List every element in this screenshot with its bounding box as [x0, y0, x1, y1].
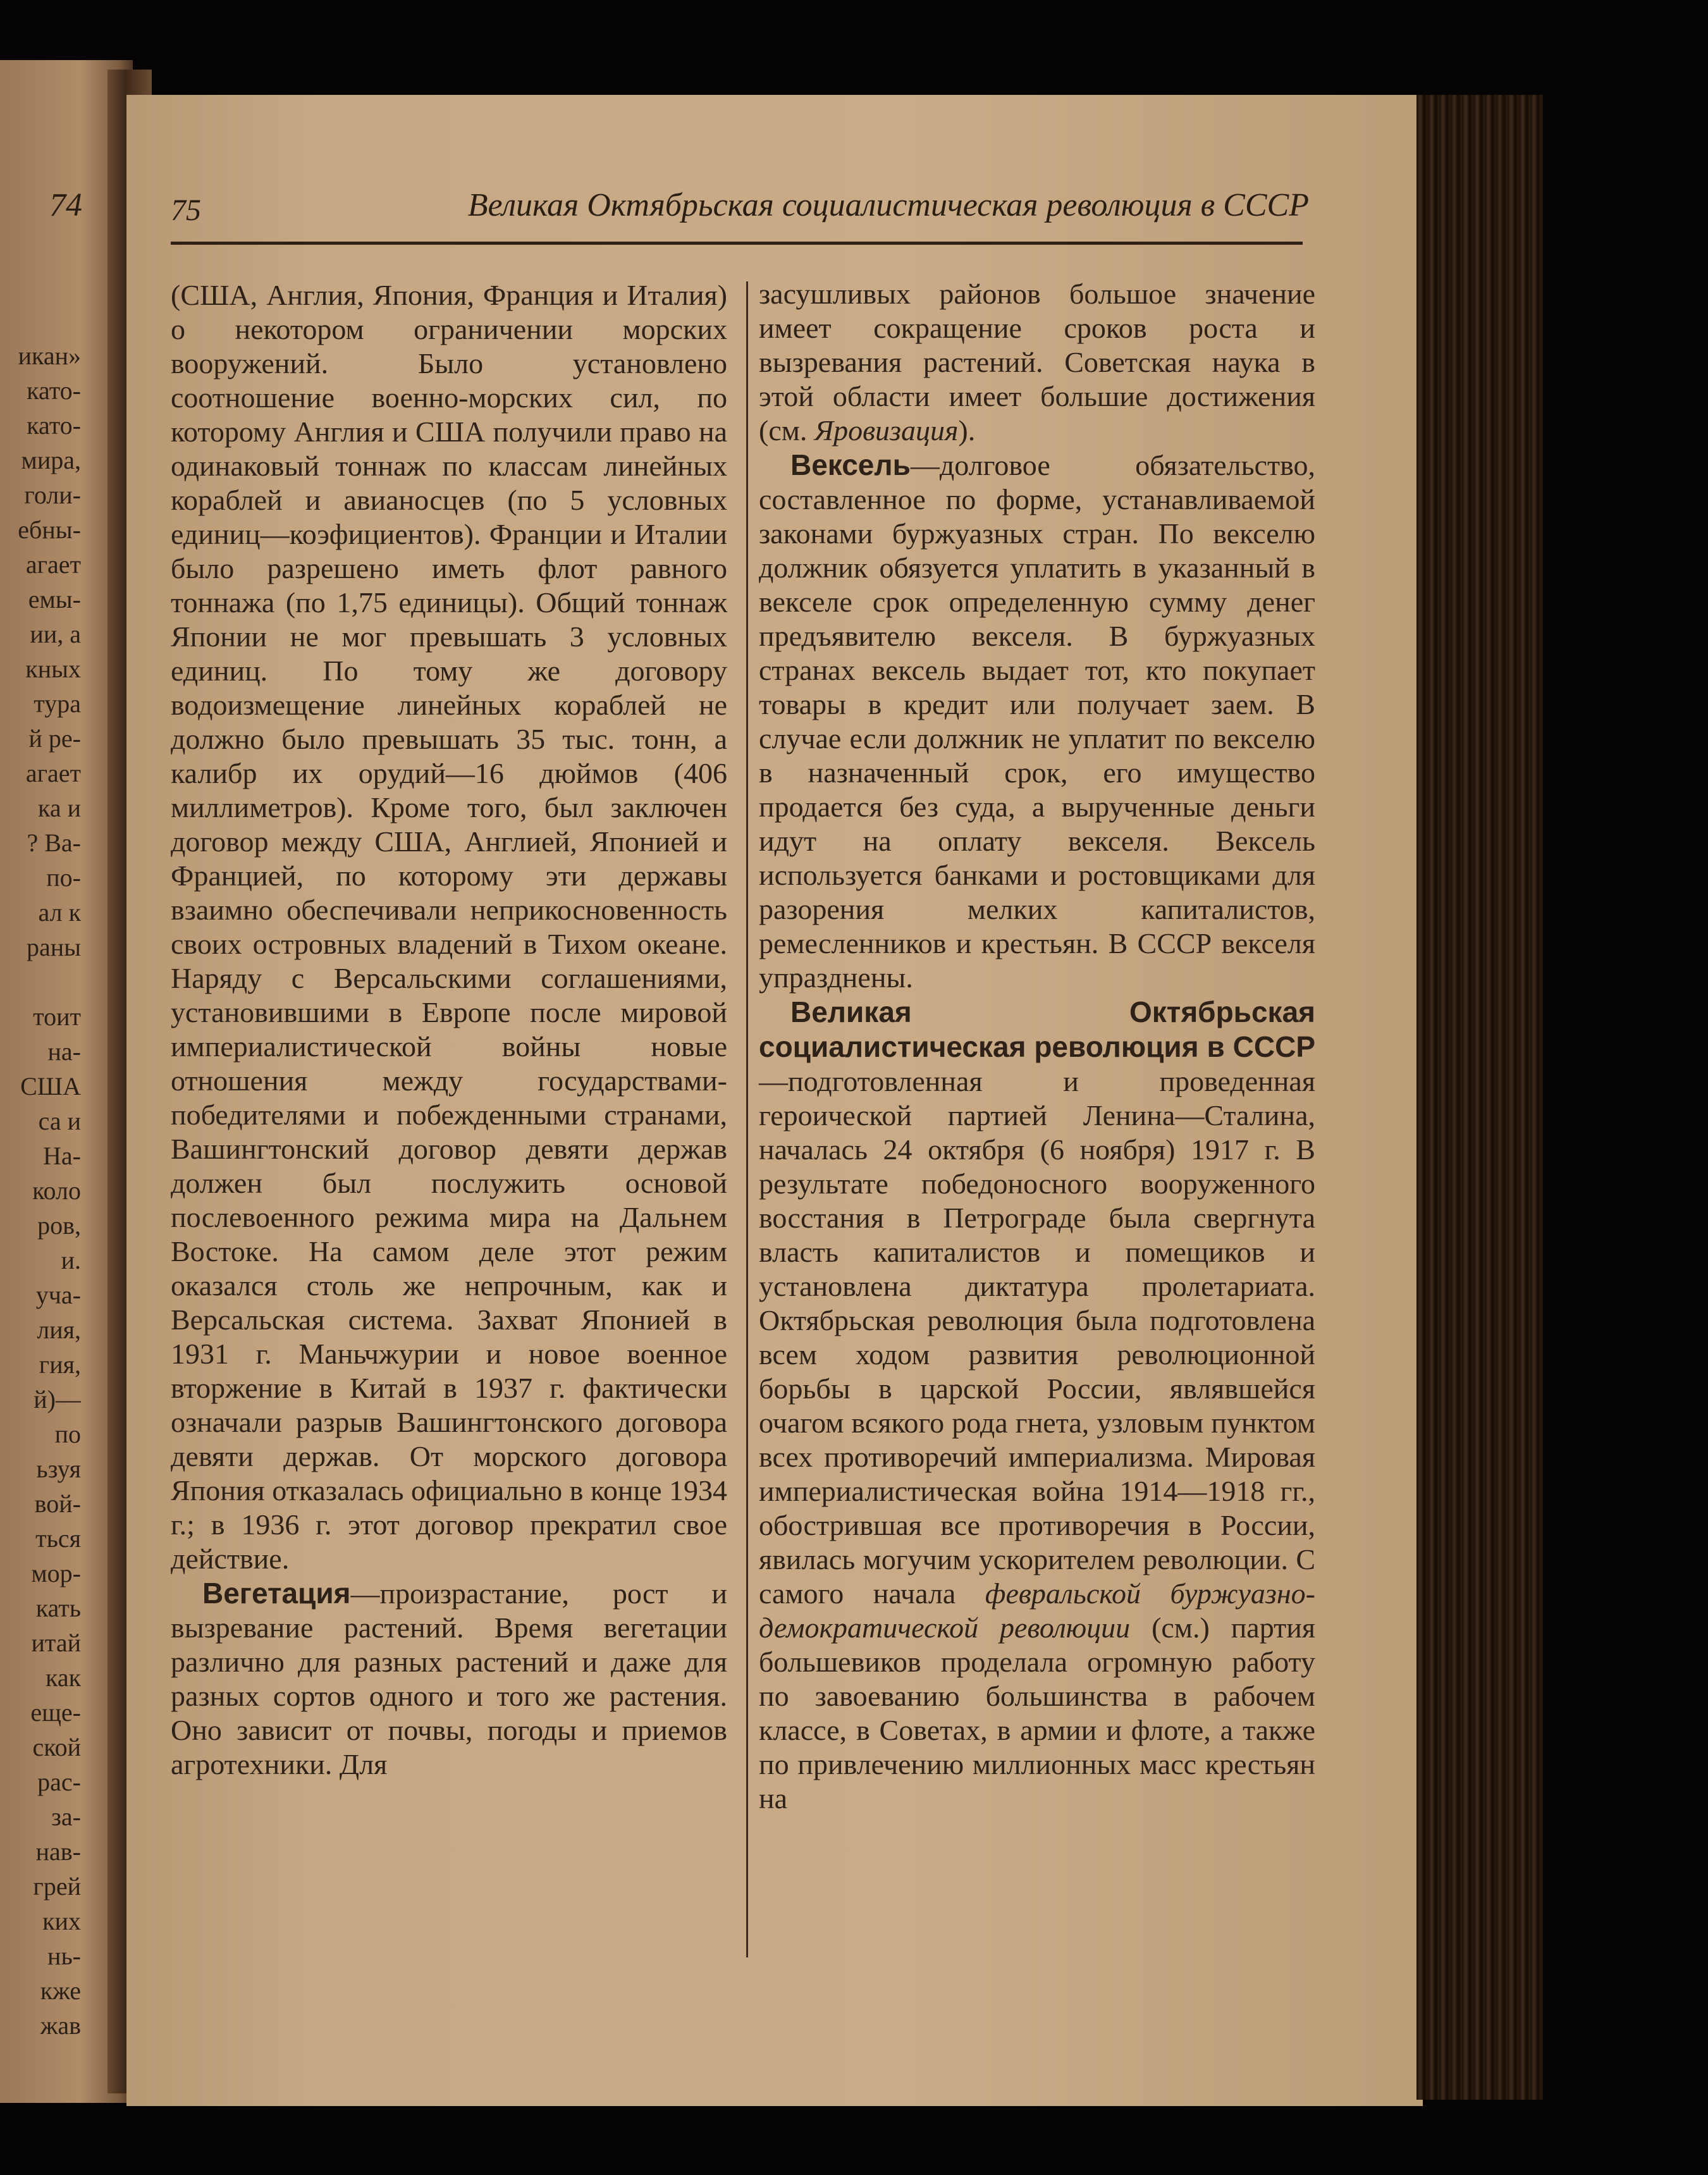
- left-page-fragment: коло: [32, 1176, 81, 1205]
- entry-term: Вексель: [790, 448, 911, 481]
- left-page-fragment: голи-: [24, 481, 81, 509]
- left-page-fragment: вой-: [34, 1489, 81, 1518]
- page-number: 75: [171, 194, 201, 227]
- header-rule: [171, 242, 1303, 245]
- left-page-fragment: й)—: [34, 1385, 81, 1414]
- entry-text: —произрастание, рост и вызревание растений. Время вегетации различно для разных растений и даже для разных сортов одного и того же растения. Оно зависит от почвы, погоды и приемов агротехники. Для: [171, 1577, 727, 1780]
- running-title: Великая Октябрьская социалистическая революция в СССР: [467, 187, 1309, 223]
- column-left: [171, 278, 727, 1782]
- paragraph-washington-treaty: (США, Англия, Япония, Франция и Италия) о некотором ограничении морских вооружений. Было установлено соотношение военно-морских сил, по которому Англия и США получили право на одинаковый тоннаж по классам линейных кораблей и авианосцев (по 5 условных единиц—коэфициентов). Франции и Италии было разрешено иметь флот равного тоннажа (по 1,75 единицы). Общий тоннаж Японии не мог превышать 3 условных единиц. По тому же договору водоизмещение линейных кораблей не должно было превышать 35 тыс. тонн, а калибр их орудий—16 дюймов (406 миллиметров). Кроме того, был заключен договор между США, Англией, Японией и Францией, по которому эти державы взаимно обеспечивали неприкосновенность своих островных владений в Тихом океане. Наряду с Версальскими соглашениями, установившими в Европе после мировой империалистической войны новые отношения между государствами-победителями и побежденными странами, Вашингтонский договор девяти держав должен был послужить основой послевоенного режима мира на Дальнем Востоке. На самом деле этот режим оказался столь же непрочным, как и Версальская система. Захват Японией в 1931 г. Маньчжурии и новое военное вторжение в Китай в 1937 г. фактически означали разрыв Вашингтонского договора девяти держав. От морского договора Япония отказалась официально в конце 1934 г.; в 1936 г. этот договор прекратил свое действие.: [171, 279, 727, 1575]
- left-page-fragment: ких: [42, 1907, 81, 1935]
- entry-veksel: [759, 448, 1315, 995]
- left-page-fragment: жав: [40, 2011, 81, 2040]
- left-page-fragment: тоит: [33, 1002, 81, 1031]
- left-page-fragment: емы-: [28, 585, 81, 613]
- left-page-fragment: ьзуя: [36, 1455, 81, 1483]
- entry-text: —долговое обязательство, составленное по форме, устанавливаемой законами буржуазных стран. По векселю должник обязуется уплатить в указанный в векселе срок определенную сумму денег предъявителю векселя. В буржуазных странах вексель выдает тот, кто покупает товары в кредит или получает заем. В случае если должник не уплатит по векселю в назначенный срок, его имущество продается без суда, а вырученные деньги идут на оплату векселя. Вексель используется банками и ростовщиками для разорения мелких капиталистов, ремесленников и крестьян. В СССР векселя упразднены.: [759, 449, 1315, 994]
- left-page-fragment: еще-: [30, 1698, 81, 1727]
- page-edges: [1416, 95, 1543, 2100]
- entry-term: Вегетация: [202, 1577, 351, 1610]
- left-page-fragment: рас-: [37, 1768, 81, 1796]
- entry-october-revolution: [759, 995, 1315, 1816]
- left-page-fragment: кже: [40, 1976, 81, 2005]
- cross-reference: Яровизация: [814, 414, 959, 447]
- left-page-fragment: на-: [47, 1037, 81, 1066]
- left-page-fragment: по: [54, 1420, 81, 1448]
- left-page-fragment: по-: [46, 863, 81, 892]
- entry-text: —подготовленная и проведенная героической партией Ленина—Сталина, началась 24 октября (6 ноября) 1917 г. В результате победоносного вооруженного восстания в Петрограде была свергнута власть капиталистов и помещиков и установлена диктатура пролетариата. Октябрьская революция была подготовлена всем ходом развития революционной борьбы в царской России, являвшейся очагом всякого рода гнета, узловым пунктом всех противоречий империализма. Мировая империалистическая война 1914—1918 гг., обострившая все противоречия в России, явилась могучим ускорителем революции. С самого начала: [759, 1065, 1315, 1610]
- entry-text: (см.) партия большевиков проделала огромную работу по завоеванию большинства в рабочем классе, в Советах, в армии и флоте, а также по привлечению миллионных масс крестьян на: [759, 1611, 1315, 1815]
- left-page-fragment: кных: [25, 655, 81, 683]
- left-page-fragment: като-: [27, 411, 81, 440]
- left-page-fragment: са и: [38, 1107, 81, 1135]
- left-page-fragment: ал к: [38, 898, 81, 927]
- left-page-fragment: ться: [35, 1524, 81, 1553]
- left-page-number: 74: [49, 187, 82, 223]
- left-page-fragment: как: [45, 1663, 81, 1692]
- left-page-fragment: и.: [61, 1246, 81, 1274]
- left-page-fragment: На-: [43, 1142, 81, 1170]
- text: ).: [958, 414, 976, 447]
- left-page-fragment: икан»: [18, 342, 81, 370]
- left-page-fragment: уча-: [35, 1281, 81, 1309]
- entry-term: Великая Октябрьская социалистическая революция в СССР: [759, 995, 1315, 1063]
- left-page-fragment: нав-: [35, 1837, 81, 1866]
- left-page-fragment: [0, 964, 81, 999]
- left-page-fragment: й ре-: [28, 724, 81, 753]
- entry-vegetatsiya: [171, 1576, 727, 1782]
- left-page-fragment: США: [20, 1072, 81, 1100]
- left-page-fragment: ебны-: [18, 515, 81, 544]
- left-page-fragment: раны: [26, 933, 81, 961]
- left-page-fragment: ров,: [37, 1211, 81, 1240]
- left-page-fragment: ской: [32, 1733, 81, 1761]
- page-header: [171, 183, 1309, 228]
- left-page-fragment: гия,: [39, 1350, 81, 1379]
- paragraph-vegetatsiya-cont: [759, 277, 1315, 448]
- left-page-fragment: агает: [25, 550, 81, 579]
- column-divider: [746, 281, 748, 1957]
- left-page-fragment: лия,: [37, 1315, 81, 1344]
- left-page-fragment: ка и: [38, 794, 81, 822]
- left-page-fragment: грей: [33, 1872, 81, 1901]
- left-page-fragment: нь-: [47, 1942, 81, 1970]
- left-page-fragment: ? Ва-: [27, 829, 81, 857]
- left-page-fragment: за-: [51, 1802, 81, 1831]
- left-page-fragment: тура: [34, 689, 81, 718]
- left-page-fragment: мира,: [21, 446, 81, 474]
- left-page-text-fragments: [0, 338, 81, 2043]
- left-page-fragment: ии, а: [30, 620, 81, 648]
- left-page-fragment: мор-: [31, 1559, 81, 1587]
- left-page-fragment: итай: [31, 1629, 81, 1657]
- left-page-fragment: агает: [25, 759, 81, 787]
- text: засушливых районов большое значение имеет сокращение сроков роста и вызревания растений. Советская наука в этой области имеет большие достижения (см.: [759, 278, 1315, 447]
- left-page-fragment: като-: [27, 376, 81, 405]
- column-right: [759, 277, 1315, 1816]
- left-page-fragment: кать: [35, 1594, 81, 1622]
- cross-reference: февральской буржуазно-демократической революции: [759, 1577, 1315, 1644]
